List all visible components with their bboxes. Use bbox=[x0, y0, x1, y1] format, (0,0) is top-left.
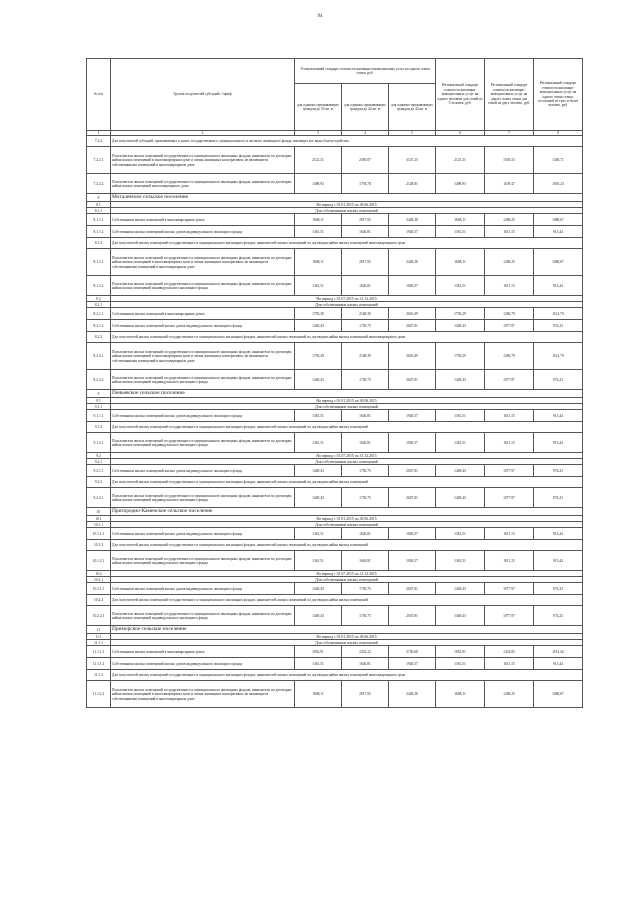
row-value: 913,44 bbox=[534, 658, 583, 670]
row-value: 1296,79 bbox=[485, 343, 534, 370]
row-label: Пользователи жилых помещений государственного и муниципального жилищных фондов, наниматели по договорам найма жилых помещений многоквартирного дома bbox=[111, 174, 295, 194]
row-number: 8.2.1 bbox=[87, 302, 111, 308]
row-value: 1926,57 bbox=[389, 551, 436, 571]
col-num: 7 bbox=[485, 131, 534, 136]
row-value: 1793,29 bbox=[295, 308, 342, 320]
row-label: Пользователи жилых помещений государственного и муниципального жилищных фондов, наниматели по договорам найма жилых помещений индивидуального жилищного фонда bbox=[111, 433, 295, 453]
group-heading: Для получателей жилых помещений государственного и муниципального жилищных фондов, нанимателей жилых помещений по договорам найма жилых помещений bbox=[111, 477, 583, 488]
row-value: 2017,92 bbox=[342, 249, 389, 276]
row-number: 10.2.1 bbox=[87, 577, 111, 583]
row-value: 2047,81 bbox=[389, 370, 436, 390]
row-value: 1668,11 bbox=[295, 214, 342, 226]
row-value: 1730,75 bbox=[342, 370, 389, 390]
row-value: 1080,67 bbox=[534, 681, 583, 708]
row-number: 8.1.2 bbox=[87, 238, 111, 249]
table-row bbox=[87, 606, 583, 626]
row-value: 1361,51 bbox=[295, 658, 342, 670]
row-value: 913,44 bbox=[534, 528, 583, 540]
row-value: 1361,51 bbox=[436, 528, 485, 540]
row-value: 1449,43 bbox=[295, 320, 342, 332]
header-row bbox=[87, 59, 583, 84]
col-num: 5 bbox=[389, 131, 436, 136]
group-heading: Для получателей субсидий, проживающих в домах государственного, муниципального и частного жилищного фонда, имеющих все виды благоустройства bbox=[111, 136, 583, 147]
row-number: 10.2 bbox=[87, 571, 111, 577]
row-label: Пользователи жилых помещений государственного и муниципального жилищных фондов, наниматели по договорам найма жилых помещений индивидуального жилищного фонда bbox=[111, 370, 295, 390]
row-value: 1077,97 bbox=[485, 370, 534, 390]
row-label: Собственники жилых помещений жилых домов индивидуального жилищного фонда bbox=[111, 320, 295, 332]
table-row bbox=[87, 646, 583, 658]
row-value: 1926,57 bbox=[389, 528, 436, 540]
row-value: 1793,78 bbox=[342, 174, 389, 194]
row-value: 1011,15 bbox=[485, 528, 534, 540]
row-label: Пользователи жилых помещений государственного и муниципального жилищных фондов, наниматели по договорам найма жилых помещений индивидуального жилищного фонда bbox=[111, 488, 295, 508]
table-row bbox=[87, 136, 583, 147]
row-value: 1449,43 bbox=[436, 606, 485, 626]
row-value: 1323,85 bbox=[485, 646, 534, 658]
row-value: 2428,28 bbox=[389, 681, 436, 708]
row-value: 2047,81 bbox=[389, 465, 436, 477]
row-value: 1011,15 bbox=[485, 658, 534, 670]
row-number: 9.2.2.1 bbox=[87, 488, 111, 508]
row-value: 1626,81 bbox=[342, 528, 389, 540]
table-body bbox=[87, 136, 583, 708]
row-value: 2121,31 bbox=[295, 147, 342, 174]
row-value: 1926,57 bbox=[389, 433, 436, 453]
row-number: 11 bbox=[87, 626, 111, 634]
row-value: 1361,51 bbox=[295, 276, 342, 296]
row-value: 1080,67 bbox=[534, 214, 583, 226]
row-value: 1793,29 bbox=[436, 343, 485, 370]
col-num: 2 bbox=[111, 131, 295, 136]
row-number: 8.2.2.1 bbox=[87, 343, 111, 370]
row-number: 9.1.1.1 bbox=[87, 410, 111, 422]
row-value: 1449,43 bbox=[436, 488, 485, 508]
period-heading: На период с 01.01.2015 по 30.06.2015 bbox=[111, 202, 583, 208]
row-value: 1852,91 bbox=[295, 646, 342, 658]
row-value: 1449,43 bbox=[436, 583, 485, 595]
row-number: 10.1.2 bbox=[87, 540, 111, 551]
period-heading: Для собственников жилых помещений bbox=[111, 577, 583, 583]
row-value: 2047,81 bbox=[389, 583, 436, 595]
row-value: 1077,97 bbox=[485, 320, 534, 332]
table-row bbox=[87, 343, 583, 370]
header-rate-6: Региональный стандарт стоимости жилищно-коммунальных услуг на одного члена семьи для семей из двух человек, руб. bbox=[485, 59, 534, 131]
row-number: 8.1.1.2 bbox=[87, 226, 111, 238]
row-number: 10.2.1.1 bbox=[87, 583, 111, 595]
row-value: 1449,43 bbox=[295, 606, 342, 626]
row-label: Пользователи жилых помещений государственного и муниципального жилищных фондов, наниматели по договорам найма жилых помещений индивидуального жилищного фонда bbox=[111, 551, 295, 571]
group-heading: Для получателей жилых помещений государственного и муниципального жилищных фондов, нанимателей жилых помещений по договорам найма жилых помещений многоквартирного дома bbox=[111, 670, 583, 681]
table-row bbox=[87, 214, 583, 226]
row-number: 9.1.2.1 bbox=[87, 433, 111, 453]
table-row bbox=[87, 508, 583, 516]
table-row bbox=[87, 320, 583, 332]
table-row bbox=[87, 465, 583, 477]
row-value: 1449,43 bbox=[436, 465, 485, 477]
row-label: Пользователи жилых помещений государственного и муниципального жилищных фондов, наниматели по договорам найма жилых помещений в многоквартирном доме и члены жилищных кооперативов, не являющиеся собственниками помещений в многоквартирном доме bbox=[111, 147, 295, 174]
row-number: 11.1.1 bbox=[87, 640, 111, 646]
row-value: 1449,43 bbox=[295, 583, 342, 595]
header-rate-5: Региональный стандарт стоимости жилищно-коммунальных услуг на одного человека для семей из 5 человек, руб. bbox=[436, 59, 485, 131]
row-label: Пользователи жилых помещений государственного и муниципального жилищных фондов, наниматели по договорам найма жилых помещений в многоквартирном доме и члены жилищных кооперативов, не являющиеся собственниками помещений в многоквартирном доме bbox=[111, 681, 295, 708]
group-heading: Для получателей жилых помещений государственного и муниципального жилищных фондов, нанимателей жилых помещений по договорам найма жилых помещений bbox=[111, 540, 583, 551]
row-value: 1340,71 bbox=[534, 147, 583, 174]
row-number: 8.1.1.1 bbox=[87, 214, 111, 226]
table-row bbox=[87, 370, 583, 390]
row-value: 1361,51 bbox=[436, 410, 485, 422]
table-row bbox=[87, 226, 583, 238]
section-title: Приморское сельское поселение bbox=[111, 626, 583, 634]
row-value: 1503,53 bbox=[485, 147, 534, 174]
row-value: 1077,97 bbox=[485, 583, 534, 595]
table-row bbox=[87, 670, 583, 681]
row-value: 1361,51 bbox=[436, 433, 485, 453]
group-heading: Для получателей жилых помещений государственного и муниципального жилищных фондов, нанимателей жилых помещений по договорам найма жилых помещений многоквартирного дома bbox=[111, 238, 583, 249]
row-number: 9.2.1.1 bbox=[87, 465, 111, 477]
row-value: 1001,23 bbox=[534, 174, 583, 194]
row-number: 8.2.1.1 bbox=[87, 308, 111, 320]
row-value: 974,23 bbox=[534, 465, 583, 477]
row-value: 2428,28 bbox=[389, 249, 436, 276]
table-row bbox=[87, 626, 583, 634]
row-value: 1361,51 bbox=[295, 551, 342, 571]
row-value: 1109,47 bbox=[485, 174, 534, 194]
row-value: 1668,11 bbox=[436, 681, 485, 708]
row-value: 974,23 bbox=[534, 606, 583, 626]
row-number: 8.1.2.1 bbox=[87, 249, 111, 276]
table-row bbox=[87, 595, 583, 606]
row-value: 1793,29 bbox=[295, 343, 342, 370]
header-group: Группа получателей субсидий / тариф bbox=[111, 59, 295, 131]
row-number: 9.2.1 bbox=[87, 459, 111, 465]
row-value: 2047,81 bbox=[389, 488, 436, 508]
row-label: Собственники жилых помещений жилых домов индивидуального жилищного фонда bbox=[111, 226, 295, 238]
row-number: 9.2.2 bbox=[87, 477, 111, 488]
table-row bbox=[87, 332, 583, 343]
row-number: 7.2.2 bbox=[87, 136, 111, 147]
table-row bbox=[87, 276, 583, 296]
table-row bbox=[87, 308, 583, 320]
row-label: Собственники жилых помещений жилых домов индивидуального жилищного фонда bbox=[111, 658, 295, 670]
row-label: Собственники жилых помещений жилых домов индивидуального жилищного фонда bbox=[111, 583, 295, 595]
period-heading: На период с 01.07.2015 по 31.12.2015 bbox=[111, 296, 583, 302]
row-value: 913,44 bbox=[534, 226, 583, 238]
row-value: 1926,57 bbox=[389, 410, 436, 422]
row-value: 1626,81 bbox=[342, 433, 389, 453]
row-value: 974,23 bbox=[534, 583, 583, 595]
row-value: 1161,79 bbox=[534, 308, 583, 320]
row-value: 1926,57 bbox=[389, 276, 436, 296]
row-value: 2121,31 bbox=[436, 147, 485, 174]
table-row bbox=[87, 488, 583, 508]
row-number: 9.1 bbox=[87, 398, 111, 404]
row-value: 2047,81 bbox=[389, 606, 436, 626]
housing-cost-table bbox=[86, 58, 583, 708]
row-value: 1011,15 bbox=[485, 551, 534, 571]
row-number: 8.2.2 bbox=[87, 332, 111, 343]
row-value: 1361,51 bbox=[295, 226, 342, 238]
period-heading: На период с 01.01.2015 по 30.06.2015 bbox=[111, 398, 583, 404]
row-value: 2610,49 bbox=[389, 308, 436, 320]
row-number: 10.1.1.1 bbox=[87, 528, 111, 540]
row-number: 8 bbox=[87, 194, 111, 202]
row-value: 1011,15 bbox=[485, 433, 534, 453]
row-value: 1852,91 bbox=[436, 646, 485, 658]
row-value: 1161,79 bbox=[534, 343, 583, 370]
header-sub-1: для одиноко проживающих граждан до 55 кв. м bbox=[295, 84, 342, 131]
row-value: 1626,81 bbox=[342, 410, 389, 422]
row-value: 2017,92 bbox=[342, 214, 389, 226]
row-value: 1730,75 bbox=[342, 320, 389, 332]
row-value: 1011,15 bbox=[485, 226, 534, 238]
row-number: 11.1 bbox=[87, 634, 111, 640]
row-value: 1080,67 bbox=[534, 249, 583, 276]
table-row bbox=[87, 238, 583, 249]
row-value: 1626,81 bbox=[342, 276, 389, 296]
row-value: 2428,28 bbox=[389, 214, 436, 226]
row-number: 9 bbox=[87, 390, 111, 398]
row-number: 10.2.2.1 bbox=[87, 606, 111, 626]
period-heading: На период с 01.01.2015 по 30.06.2015 bbox=[111, 634, 583, 640]
row-number: 11.1.1.2 bbox=[87, 658, 111, 670]
row-value: 2047,81 bbox=[389, 320, 436, 332]
row-value: 1206,25 bbox=[485, 681, 534, 708]
table-row bbox=[87, 174, 583, 194]
row-value: 1668,11 bbox=[295, 249, 342, 276]
row-value: 2585,87 bbox=[342, 147, 389, 174]
row-value: 1077,97 bbox=[485, 606, 534, 626]
row-label: Пользователи жилых помещений государственного и муниципального жилищных фондов, наниматели по договорам найма жилых помещений в многоквартирном доме и члены жилищных кооперативов, не являющиеся собственниками помещений в многоквартирном доме bbox=[111, 249, 295, 276]
row-value: 1361,51 bbox=[436, 658, 485, 670]
row-value: 1626,81 bbox=[342, 226, 389, 238]
row-label: Собственники жилых помещений жилых домов индивидуального жилищного фонда bbox=[111, 410, 295, 422]
row-value: 1011,15 bbox=[485, 410, 534, 422]
table-row bbox=[87, 681, 583, 708]
row-number: 7.2.2.1 bbox=[87, 147, 111, 174]
row-value: 913,44 bbox=[534, 551, 583, 571]
period-heading: Для собственников жилых помещений bbox=[111, 302, 583, 308]
table-row bbox=[87, 658, 583, 670]
row-value: 2017,92 bbox=[342, 681, 389, 708]
row-value: 1296,79 bbox=[485, 308, 534, 320]
row-number: 7.2.2.2 bbox=[87, 174, 111, 194]
row-value: 1730,75 bbox=[342, 488, 389, 508]
row-value: 1206,25 bbox=[485, 249, 534, 276]
row-number: 11.1.2.1 bbox=[87, 681, 111, 708]
period-heading: На период с 01.07.2015 по 31.12.2015 bbox=[111, 453, 583, 459]
row-number: 10.1.1 bbox=[87, 522, 111, 528]
row-value: 1498,93 bbox=[436, 174, 485, 194]
row-number: 8.2 bbox=[87, 296, 111, 302]
row-value: 2168,39 bbox=[342, 308, 389, 320]
row-number: 11.1.2 bbox=[87, 670, 111, 681]
row-value: 974,23 bbox=[534, 488, 583, 508]
row-number: 9.1.2 bbox=[87, 422, 111, 433]
row-value: 1626,81 bbox=[342, 551, 389, 571]
section-title: Моталевское сельское поселение bbox=[111, 194, 583, 202]
row-value: 1449,43 bbox=[295, 465, 342, 477]
row-label: Собственники жилых помещений жилых домов индивидуального жилищного фонда bbox=[111, 465, 295, 477]
table-row bbox=[87, 249, 583, 276]
row-number: 8.1 bbox=[87, 202, 111, 208]
row-value: 1449,43 bbox=[295, 370, 342, 390]
row-value: 2730,68 bbox=[389, 646, 436, 658]
row-value: 1730,75 bbox=[342, 606, 389, 626]
col-num: 3 bbox=[295, 131, 342, 136]
row-value: 2128,81 bbox=[389, 174, 436, 194]
row-number: 10.2.2 bbox=[87, 595, 111, 606]
row-value: 1077,97 bbox=[485, 488, 534, 508]
table-row bbox=[87, 194, 583, 202]
row-value: 974,23 bbox=[534, 320, 583, 332]
row-value: 1181,42 bbox=[534, 646, 583, 658]
page-number: 94 bbox=[317, 14, 323, 19]
row-number: 8.1.2.2 bbox=[87, 276, 111, 296]
row-number: 8.1.1 bbox=[87, 208, 111, 214]
row-value: 1011,15 bbox=[485, 276, 534, 296]
row-label: Собственники жилых помещений в многоквартирных домах bbox=[111, 214, 295, 226]
row-label: Собственники жилых помещений в многоквартирных домах bbox=[111, 646, 295, 658]
row-label: Пользователи жилых помещений государственного и муниципального жилищных фондов, наниматели по договорам найма жилых помещений индивидуального жилищного фонда bbox=[111, 606, 295, 626]
group-heading: Для получателей жилых помещений государственного и муниципального жилищных фондов, нанимателей жилых помещений по договорам найма жилых помещений bbox=[111, 595, 583, 606]
row-value: 1668,11 bbox=[295, 681, 342, 708]
header-sub-3: для одиноко проживающих граждан до 42 кв. м bbox=[389, 84, 436, 131]
section-title: Пеньевское сельское поселение bbox=[111, 390, 583, 398]
table-row bbox=[87, 410, 583, 422]
col-num: 4 bbox=[342, 131, 389, 136]
row-value: 1498,93 bbox=[295, 174, 342, 194]
row-value: 1361,51 bbox=[295, 410, 342, 422]
row-value: 1926,57 bbox=[389, 658, 436, 670]
row-number: 11.1.1.1 bbox=[87, 646, 111, 658]
row-value: 1361,51 bbox=[295, 433, 342, 453]
row-value: 2168,39 bbox=[342, 343, 389, 370]
row-number: 9.1.1 bbox=[87, 404, 111, 410]
section-title: Пригородно-Каменское сельское поселение bbox=[111, 508, 583, 516]
table-row bbox=[87, 583, 583, 595]
col-num: 8 bbox=[534, 131, 583, 136]
table-row bbox=[87, 540, 583, 551]
table-row bbox=[87, 528, 583, 540]
row-number: 10 bbox=[87, 508, 111, 516]
period-heading: На период с 01.07.2015 по 31.12.2015 bbox=[111, 571, 583, 577]
header-sub-2: для одиноко проживающих граждан до 42 кв. м bbox=[342, 84, 389, 131]
row-value: 1077,97 bbox=[485, 465, 534, 477]
header-no: № п/п bbox=[87, 59, 111, 131]
period-heading: Для собственников жилых помещений bbox=[111, 522, 583, 528]
row-value: 1668,11 bbox=[436, 214, 485, 226]
row-value: 913,44 bbox=[534, 276, 583, 296]
row-value: 1449,43 bbox=[436, 320, 485, 332]
row-number: 8.2.1.2 bbox=[87, 320, 111, 332]
row-number: 9.2 bbox=[87, 453, 111, 459]
row-label: Собственники жилых помещений жилых домов индивидуального жилищного фонда bbox=[111, 528, 295, 540]
table-row bbox=[87, 147, 583, 174]
row-value: 1793,29 bbox=[436, 308, 485, 320]
row-value: 1361,51 bbox=[436, 551, 485, 571]
row-value: 1668,11 bbox=[436, 249, 485, 276]
row-value: 1449,43 bbox=[295, 488, 342, 508]
table-row bbox=[87, 477, 583, 488]
row-label: Пользователи жилых помещений государственного и муниципального жилищных фондов, наниматели по договорам найма жилых помещений в многоквартирном доме и члены жилищных кооперативов, не являющиеся собственниками помещений в многоквартирном доме bbox=[111, 343, 295, 370]
period-heading: Для собственников жилых помещений bbox=[111, 208, 583, 214]
row-number: 10.1 bbox=[87, 516, 111, 522]
row-value: 1449,43 bbox=[436, 370, 485, 390]
table-row bbox=[87, 422, 583, 433]
header-normative: Установленный стандарт стоимости жилищно-коммунальных услуг на одного члена семьи, руб. bbox=[295, 59, 436, 84]
row-label: Собственники жилых помещений в многоквартирных домах bbox=[111, 308, 295, 320]
row-value: 2610,49 bbox=[389, 343, 436, 370]
row-value: 1361,51 bbox=[295, 528, 342, 540]
row-value: 974,23 bbox=[534, 370, 583, 390]
group-heading: Для получателей жилых помещений государственного и муниципального жилищных фондов, нанимателей жилых помещений по договорам найма жилых помещений bbox=[111, 422, 583, 433]
row-value: 3147,25 bbox=[389, 147, 436, 174]
period-heading: Для собственников жилых помещений bbox=[111, 459, 583, 465]
group-heading: Для получателей жилых помещений государственного и муниципального жилищных фондов, нанимателей жилых помещений по договорам найма жилых помещений многоквартирного дома bbox=[111, 332, 583, 343]
row-number: 10.1.2.1 bbox=[87, 551, 111, 571]
col-num: 6 bbox=[436, 131, 485, 136]
col-num: 1 bbox=[87, 131, 111, 136]
period-heading: На период с 01.01.2015 по 30.06.2015 bbox=[111, 516, 583, 522]
row-value: 1206,25 bbox=[485, 214, 534, 226]
row-number: 8.2.2.2 bbox=[87, 370, 111, 390]
table-row bbox=[87, 390, 583, 398]
row-value: 913,44 bbox=[534, 433, 583, 453]
row-value: 1926,57 bbox=[389, 226, 436, 238]
row-value: 1626,81 bbox=[342, 658, 389, 670]
row-value: 1730,75 bbox=[342, 465, 389, 477]
row-value: 1361,51 bbox=[436, 276, 485, 296]
table-row bbox=[87, 433, 583, 453]
row-value: 913,44 bbox=[534, 410, 583, 422]
row-value: 1361,51 bbox=[436, 226, 485, 238]
table-row bbox=[87, 551, 583, 571]
row-value: 1730,75 bbox=[342, 583, 389, 595]
period-heading: Для собственников жилых помещений bbox=[111, 640, 583, 646]
header-rate-7: Региональный стандарт стоимости жилищно-коммунальных услуг на одного члена семьи, состоящей из трех и более человек, руб. bbox=[534, 59, 583, 131]
period-heading: Для собственников жилых помещений bbox=[111, 404, 583, 410]
row-value: 2252,22 bbox=[342, 646, 389, 658]
row-label: Пользователи жилых помещений государственного и муниципального жилищных фондов, наниматели по договорам найма жилых помещений индивидуального жилищного фонда bbox=[111, 276, 295, 296]
